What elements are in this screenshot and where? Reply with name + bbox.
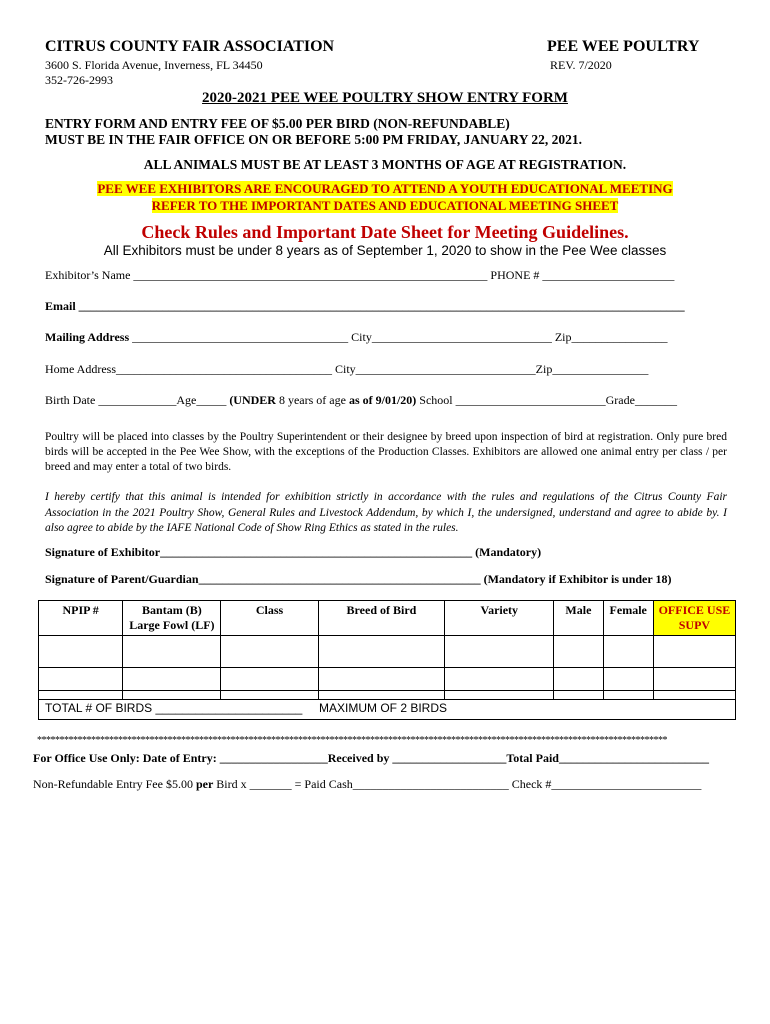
check-rules-notice: Check Rules and Important Date Sheet for Meeting Guidelines. [141,222,629,242]
org-phone: 352-726-2993 [45,73,113,87]
birth-date-field[interactable]: Birth Date _____________Age_____ (UNDER 8 years of age as of 9/01/20) School _________________________Grade_______ [45,393,677,407]
total-birds-box [38,690,736,720]
col-office-use: OFFICE USE SUPV [653,601,735,636]
age-requirement: ALL ANIMALS MUST BE AT LEAST 3 MONTHS OF AGE AT REGISTRATION. [143,157,627,172]
table-cell[interactable] [603,636,653,668]
meeting-sheet-notice: REFER TO THE IMPORTANT DATES AND EDUCATIONAL MEETING SHEET [151,198,619,213]
placement-paragraph: Poultry will be placed into classes by the Poultry Superintendent or their designee by breed upon inspection of bird at registration. Only pure bred birds will be accepted in the Pee Wee Show, with the exceptions of the Production Classes. Exhibitors are allowed one animal entry per class / per breed and may enter a total of two birds. [45,431,727,473]
separator-stars: ******************************************************************************************************************************************** [37,735,667,746]
table-cell[interactable] [445,636,554,668]
parent-signature-field[interactable]: Signature of Parent/Guardian_______________________________________________ (Mandatory if Exhibitor is under 18) [45,572,672,586]
exhibitor-signature-field[interactable]: Signature of Exhibitor____________________________________________________ (Mandatory) [45,545,542,559]
fee-line[interactable]: Non-Refundable Entry Fee $5.00 per Bird x _______ = Paid Cash__________________________ Check #_________________________ [33,777,702,791]
certification-paragraph: I hereby certify that this animal is intended for exhibition strictly in accordance with the rules and regulations of the Citrus County Fair Association in the 2021 Poultry Show, General Rules and Livestock Addendum, by which I, the undersigned, understand and agree to abide by. I also agree to abide by the IAFE National Code of Show Ring Ethics as stated in the rules. [45,491,727,534]
total-birds-field[interactable]: TOTAL # OF BIRDS ______________________ [45,701,303,715]
meeting-notice: PEE WEE EXHIBITORS ARE ENCOURAGED TO ATTEND A YOUTH EDUCATIONAL MEETING [97,181,673,196]
mailing-address-field[interactable]: Mailing Address ____________________________________ City______________________________ Zip________________ [45,330,668,344]
form-title: 2020-2021 PEE WEE POULTRY SHOW ENTRY FORM [202,90,568,106]
table-cell[interactable] [653,636,735,668]
col-npip: NPIP # [39,601,123,636]
email-field[interactable]: Email _____________________________________________________________________________________________________ [45,299,685,313]
exhibitor-name-field[interactable]: Exhibitor’s Name ___________________________________________________________ PHONE # ______________________ [45,268,675,282]
col-variety: Variety [445,601,554,636]
col-bantam-large-fowl: Bantam (B) Large Fowl (LF) [123,601,221,636]
office-use-line[interactable]: For Office Use Only: Date of Entry: __________________Received by ___________________Total Paid_________________________ [33,751,709,765]
home-address-field[interactable]: Home Address____________________________________ City______________________________Zip________________ [45,362,649,376]
show-name: PEE WEE POULTRY [547,38,700,55]
maximum-birds: MAXIMUM OF 2 BIRDS [319,701,448,715]
table-cell[interactable] [554,636,603,668]
col-female: Female [603,601,653,636]
age-rule: All Exhibitors must be under 8 years as of September 1, 2020 to show in the Pee Wee classes [103,243,667,258]
deadline-line: MUST BE IN THE FAIR OFFICE ON OR BEFORE 5:00 PM FRIDAY, JANUARY 22, 2021. [45,132,582,147]
table-cell[interactable] [123,636,221,668]
revision: REV. 7/2020 [550,58,612,72]
table-row [39,636,736,668]
bird-entry-table [38,600,736,700]
table-cell[interactable] [221,636,318,668]
col-class: Class [221,601,318,636]
col-male: Male [554,601,603,636]
entry-fee-line: ENTRY FORM AND ENTRY FEE OF $5.00 PER BIRD (NON-REFUNDABLE) [45,116,510,131]
table-cell[interactable] [39,636,123,668]
org-name: CITRUS COUNTY FAIR ASSOCIATION [45,38,335,55]
col-breed: Breed of Bird [318,601,445,636]
table-cell[interactable] [318,636,445,668]
org-address: 3600 S. Florida Avenue, Inverness, FL 34450 [45,58,263,72]
